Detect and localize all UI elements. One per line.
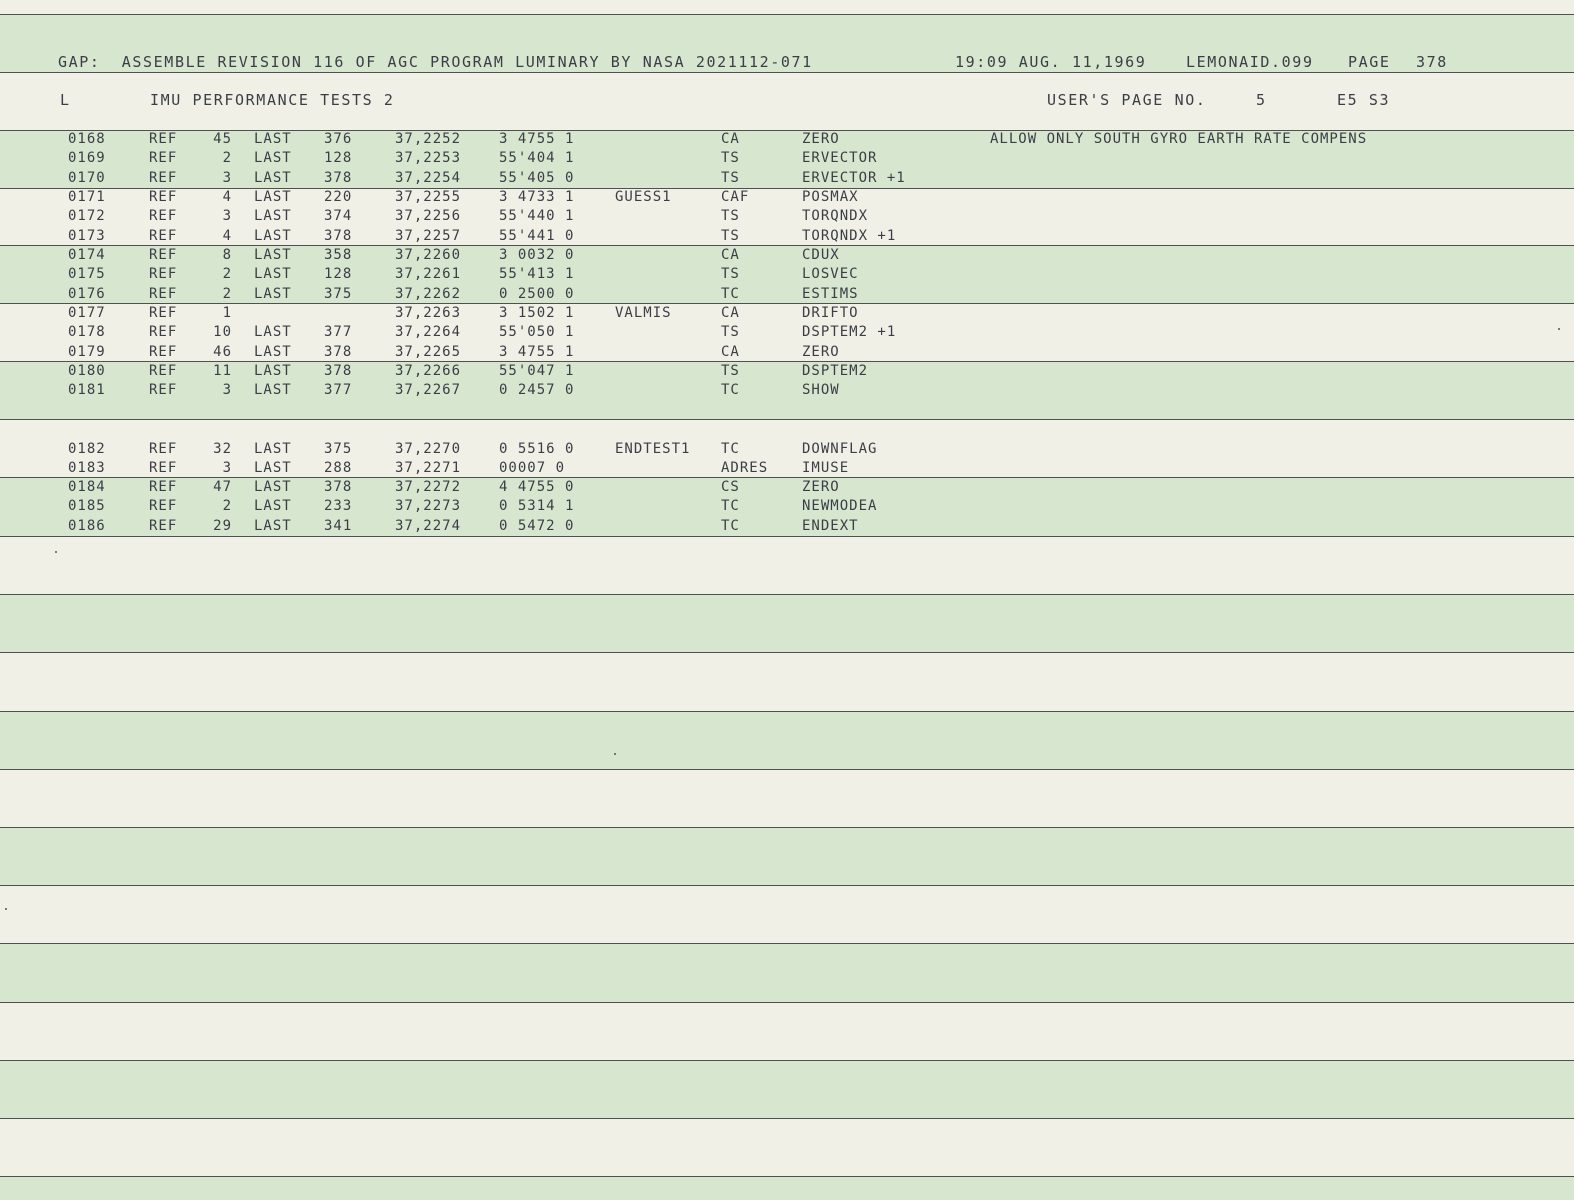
octal-value: 55'405 0 xyxy=(499,170,575,186)
octal-value: 55'413 1 xyxy=(499,266,575,282)
opcode: TC xyxy=(721,498,740,514)
octal-value: 0 2500 0 xyxy=(499,286,575,302)
octal-value: 0 2457 0 xyxy=(499,382,575,398)
ref-keyword: REF xyxy=(149,479,178,495)
opcode: ADRES xyxy=(721,460,769,476)
operand: DOWNFLAG xyxy=(802,441,878,457)
operand: ERVECTOR +1 xyxy=(802,170,906,186)
address: 37,2267 xyxy=(395,382,462,398)
assembly-header: GAP: ASSEMBLE REVISION 116 OF AGC PROGRAM LUMINARY BY NASA 2021112-071 xyxy=(58,53,813,71)
operand: TORQNDX xyxy=(802,208,869,224)
paper-rule xyxy=(0,769,1574,770)
paper-rule xyxy=(0,477,1574,478)
green-band xyxy=(0,477,1574,536)
operand: NEWMODEA xyxy=(802,498,878,514)
paper-rule xyxy=(0,14,1574,15)
last-keyword: LAST xyxy=(254,170,292,186)
ref-count: 3 xyxy=(222,460,232,476)
ref-count: 11 xyxy=(213,363,232,379)
last-keyword: LAST xyxy=(254,228,292,244)
address: 37,2254 xyxy=(395,170,462,186)
operand: CDUX xyxy=(802,247,840,263)
green-band xyxy=(0,1176,1574,1200)
line-number: 0169 xyxy=(68,150,106,166)
line-number: 0171 xyxy=(68,189,106,205)
address: 37,2265 xyxy=(395,344,462,360)
line-number: 0177 xyxy=(68,305,106,321)
last-page: 341 xyxy=(324,518,353,534)
paper-rule xyxy=(0,419,1574,420)
last-page: 378 xyxy=(324,344,353,360)
ref-count: 46 xyxy=(213,344,232,360)
line-number: 0178 xyxy=(68,324,106,340)
line-number: 0170 xyxy=(68,170,106,186)
ref-keyword: REF xyxy=(149,266,178,282)
last-page: 233 xyxy=(324,498,353,514)
operand: ERVECTOR xyxy=(802,150,878,166)
ref-keyword: REF xyxy=(149,131,178,147)
ref-keyword: REF xyxy=(149,518,178,534)
last-page: 378 xyxy=(324,170,353,186)
paper-rule xyxy=(0,652,1574,653)
opcode: CA xyxy=(721,305,740,321)
ref-count: 2 xyxy=(222,266,232,282)
last-keyword: LAST xyxy=(254,382,292,398)
lemonaid-version: LEMONAID.099 xyxy=(1186,53,1314,71)
last-page: 128 xyxy=(324,150,353,166)
octal-value: 55'404 1 xyxy=(499,150,575,166)
paper-rule xyxy=(0,711,1574,712)
line-number: 0175 xyxy=(68,266,106,282)
green-band xyxy=(0,827,1574,885)
line-number: 0183 xyxy=(68,460,106,476)
last-keyword: LAST xyxy=(254,324,292,340)
line-number: 0180 xyxy=(68,363,106,379)
address: 37,2261 xyxy=(395,266,462,282)
ref-keyword: REF xyxy=(149,286,178,302)
last-page: 288 xyxy=(324,460,353,476)
green-band xyxy=(0,361,1574,419)
paper-speck xyxy=(1558,328,1560,330)
last-page: 376 xyxy=(324,131,353,147)
operand: ZERO xyxy=(802,131,840,147)
last-keyword: LAST xyxy=(254,479,292,495)
last-keyword: LAST xyxy=(254,131,292,147)
octal-value: 55'047 1 xyxy=(499,363,575,379)
ref-count: 2 xyxy=(222,498,232,514)
line-number: 0182 xyxy=(68,441,106,457)
last-keyword: LAST xyxy=(254,363,292,379)
ref-keyword: REF xyxy=(149,150,178,166)
last-page: 358 xyxy=(324,247,353,263)
last-keyword: LAST xyxy=(254,441,292,457)
green-band xyxy=(0,943,1574,1002)
last-keyword: LAST xyxy=(254,150,292,166)
ref-count: 10 xyxy=(213,324,232,340)
opcode: CA xyxy=(721,247,740,263)
users-page-label: USER'S PAGE NO. xyxy=(1047,91,1207,109)
paper-rule xyxy=(0,245,1574,246)
opcode: TS xyxy=(721,266,740,282)
ref-count: 4 xyxy=(222,228,232,244)
last-page: 377 xyxy=(324,324,353,340)
paper-rule xyxy=(0,1002,1574,1003)
operand: DRIFTO xyxy=(802,305,859,321)
opcode: CS xyxy=(721,479,740,495)
address: 37,2271 xyxy=(395,460,462,476)
line-number: 0179 xyxy=(68,344,106,360)
ref-keyword: REF xyxy=(149,170,178,186)
ref-keyword: REF xyxy=(149,460,178,476)
address: 37,2256 xyxy=(395,208,462,224)
address: 37,2262 xyxy=(395,286,462,302)
octal-value: 3 0032 0 xyxy=(499,247,575,263)
last-page: 378 xyxy=(324,228,353,244)
address: 37,2263 xyxy=(395,305,462,321)
last-page: 378 xyxy=(324,479,353,495)
last-page: 375 xyxy=(324,286,353,302)
octal-value: 0 5516 0 xyxy=(499,441,575,457)
users-page-number: 5 xyxy=(1256,91,1267,109)
operand: SHOW xyxy=(802,382,840,398)
octal-value: 55'440 1 xyxy=(499,208,575,224)
ref-keyword: REF xyxy=(149,382,178,398)
line-number: 0176 xyxy=(68,286,106,302)
line-number: 0173 xyxy=(68,228,106,244)
timestamp: 19:09 AUG. 11,1969 xyxy=(955,53,1147,71)
ref-count: 2 xyxy=(222,150,232,166)
ref-keyword: REF xyxy=(149,363,178,379)
opcode: TS xyxy=(721,208,740,224)
address: 37,2257 xyxy=(395,228,462,244)
operand: IMUSE xyxy=(802,460,850,476)
paper-rule xyxy=(0,303,1574,304)
opcode: TS xyxy=(721,363,740,379)
symbol-label: VALMIS xyxy=(615,305,672,321)
green-band xyxy=(0,1060,1574,1118)
line-number: 0172 xyxy=(68,208,106,224)
ref-keyword: REF xyxy=(149,208,178,224)
ref-keyword: REF xyxy=(149,441,178,457)
ref-count: 8 xyxy=(222,247,232,263)
paper-rule xyxy=(0,1176,1574,1177)
operand: ESTIMS xyxy=(802,286,859,302)
address: 37,2260 xyxy=(395,247,462,263)
paper-rule xyxy=(0,594,1574,595)
line-number: 0185 xyxy=(68,498,106,514)
opcode: TS xyxy=(721,324,740,340)
opcode: TS xyxy=(721,150,740,166)
ref-keyword: REF xyxy=(149,324,178,340)
last-keyword: LAST xyxy=(254,266,292,282)
ref-count: 29 xyxy=(213,518,232,534)
octal-value: 3 1502 1 xyxy=(499,305,575,321)
green-band xyxy=(0,711,1574,769)
operand: LOSVEC xyxy=(802,266,859,282)
line-number: 0181 xyxy=(68,382,106,398)
last-keyword: LAST xyxy=(254,286,292,302)
green-band xyxy=(0,594,1574,652)
last-keyword: LAST xyxy=(254,460,292,476)
octal-value: 3 4755 1 xyxy=(499,131,575,147)
octal-value: 55'050 1 xyxy=(499,324,575,340)
opcode: CAF xyxy=(721,189,750,205)
line-number: 0184 xyxy=(68,479,106,495)
address: 37,2264 xyxy=(395,324,462,340)
line-number: 0168 xyxy=(68,131,106,147)
paper-rule xyxy=(0,361,1574,362)
symbol-label: ENDTEST1 xyxy=(615,441,691,457)
paper-speck xyxy=(5,908,7,910)
paper-rule xyxy=(0,827,1574,828)
operand: ZERO xyxy=(802,344,840,360)
address: 37,2272 xyxy=(395,479,462,495)
section-marker: L xyxy=(60,91,71,109)
operand: POSMAX xyxy=(802,189,859,205)
address: 37,2270 xyxy=(395,441,462,457)
section-code: E5 S3 xyxy=(1337,91,1391,109)
ref-count: 2 xyxy=(222,286,232,302)
last-page: 220 xyxy=(324,189,353,205)
address: 37,2274 xyxy=(395,518,462,534)
last-keyword: LAST xyxy=(254,518,292,534)
last-page: 378 xyxy=(324,363,353,379)
ref-count: 45 xyxy=(213,131,232,147)
paper-rule xyxy=(0,72,1574,73)
ref-count: 1 xyxy=(222,305,232,321)
paper-speck xyxy=(55,551,57,553)
address: 37,2273 xyxy=(395,498,462,514)
last-page: 377 xyxy=(324,382,353,398)
page-label: PAGE xyxy=(1348,53,1391,71)
ref-keyword: REF xyxy=(149,228,178,244)
paper-rule xyxy=(0,1118,1574,1119)
section-title: IMU PERFORMANCE TESTS 2 xyxy=(150,91,395,109)
opcode: TC xyxy=(721,441,740,457)
opcode: CA xyxy=(721,344,740,360)
paper-rule xyxy=(0,943,1574,944)
octal-value: 0 5314 1 xyxy=(499,498,575,514)
operand: TORQNDX +1 xyxy=(802,228,897,244)
last-keyword: LAST xyxy=(254,344,292,360)
ref-keyword: REF xyxy=(149,305,178,321)
last-page: 374 xyxy=(324,208,353,224)
ref-keyword: REF xyxy=(149,344,178,360)
paper-rule xyxy=(0,1060,1574,1061)
last-keyword: LAST xyxy=(254,189,292,205)
opcode: CA xyxy=(721,131,740,147)
ref-count: 47 xyxy=(213,479,232,495)
ref-count: 4 xyxy=(222,189,232,205)
operand: DSPTEM2 xyxy=(802,363,869,379)
paper-rule xyxy=(0,885,1574,886)
last-keyword: LAST xyxy=(254,498,292,514)
ref-keyword: REF xyxy=(149,498,178,514)
opcode: TS xyxy=(721,170,740,186)
last-keyword: LAST xyxy=(254,208,292,224)
paper-rule xyxy=(0,536,1574,537)
last-page: 128 xyxy=(324,266,353,282)
opcode: TS xyxy=(721,228,740,244)
opcode: TC xyxy=(721,518,740,534)
page-number: 378 xyxy=(1416,53,1448,71)
octal-value: 3 4755 1 xyxy=(499,344,575,360)
last-keyword: LAST xyxy=(254,247,292,263)
symbol-label: GUESS1 xyxy=(615,189,672,205)
ref-count: 32 xyxy=(213,441,232,457)
address: 37,2252 xyxy=(395,131,462,147)
ref-count: 3 xyxy=(222,170,232,186)
operand: ENDEXT xyxy=(802,518,859,534)
octal-value: 55'441 0 xyxy=(499,228,575,244)
address: 37,2266 xyxy=(395,363,462,379)
operand: DSPTEM2 +1 xyxy=(802,324,897,340)
ref-count: 3 xyxy=(222,382,232,398)
octal-value: 4 4755 0 xyxy=(499,479,575,495)
address: 37,2253 xyxy=(395,150,462,166)
last-page: 375 xyxy=(324,441,353,457)
line-number: 0186 xyxy=(68,518,106,534)
comment: ALLOW ONLY SOUTH GYRO EARTH RATE COMPENS xyxy=(990,131,1368,147)
line-number: 0174 xyxy=(68,247,106,263)
paper-rule xyxy=(0,188,1574,189)
opcode: TC xyxy=(721,286,740,302)
opcode: TC xyxy=(721,382,740,398)
ref-keyword: REF xyxy=(149,189,178,205)
operand: ZERO xyxy=(802,479,840,495)
ref-keyword: REF xyxy=(149,247,178,263)
octal-value: 00007 0 xyxy=(499,460,566,476)
paper-speck xyxy=(614,753,616,755)
ref-count: 3 xyxy=(222,208,232,224)
green-band xyxy=(0,245,1574,303)
octal-value: 0 5472 0 xyxy=(499,518,575,534)
octal-value: 3 4733 1 xyxy=(499,189,575,205)
address: 37,2255 xyxy=(395,189,462,205)
